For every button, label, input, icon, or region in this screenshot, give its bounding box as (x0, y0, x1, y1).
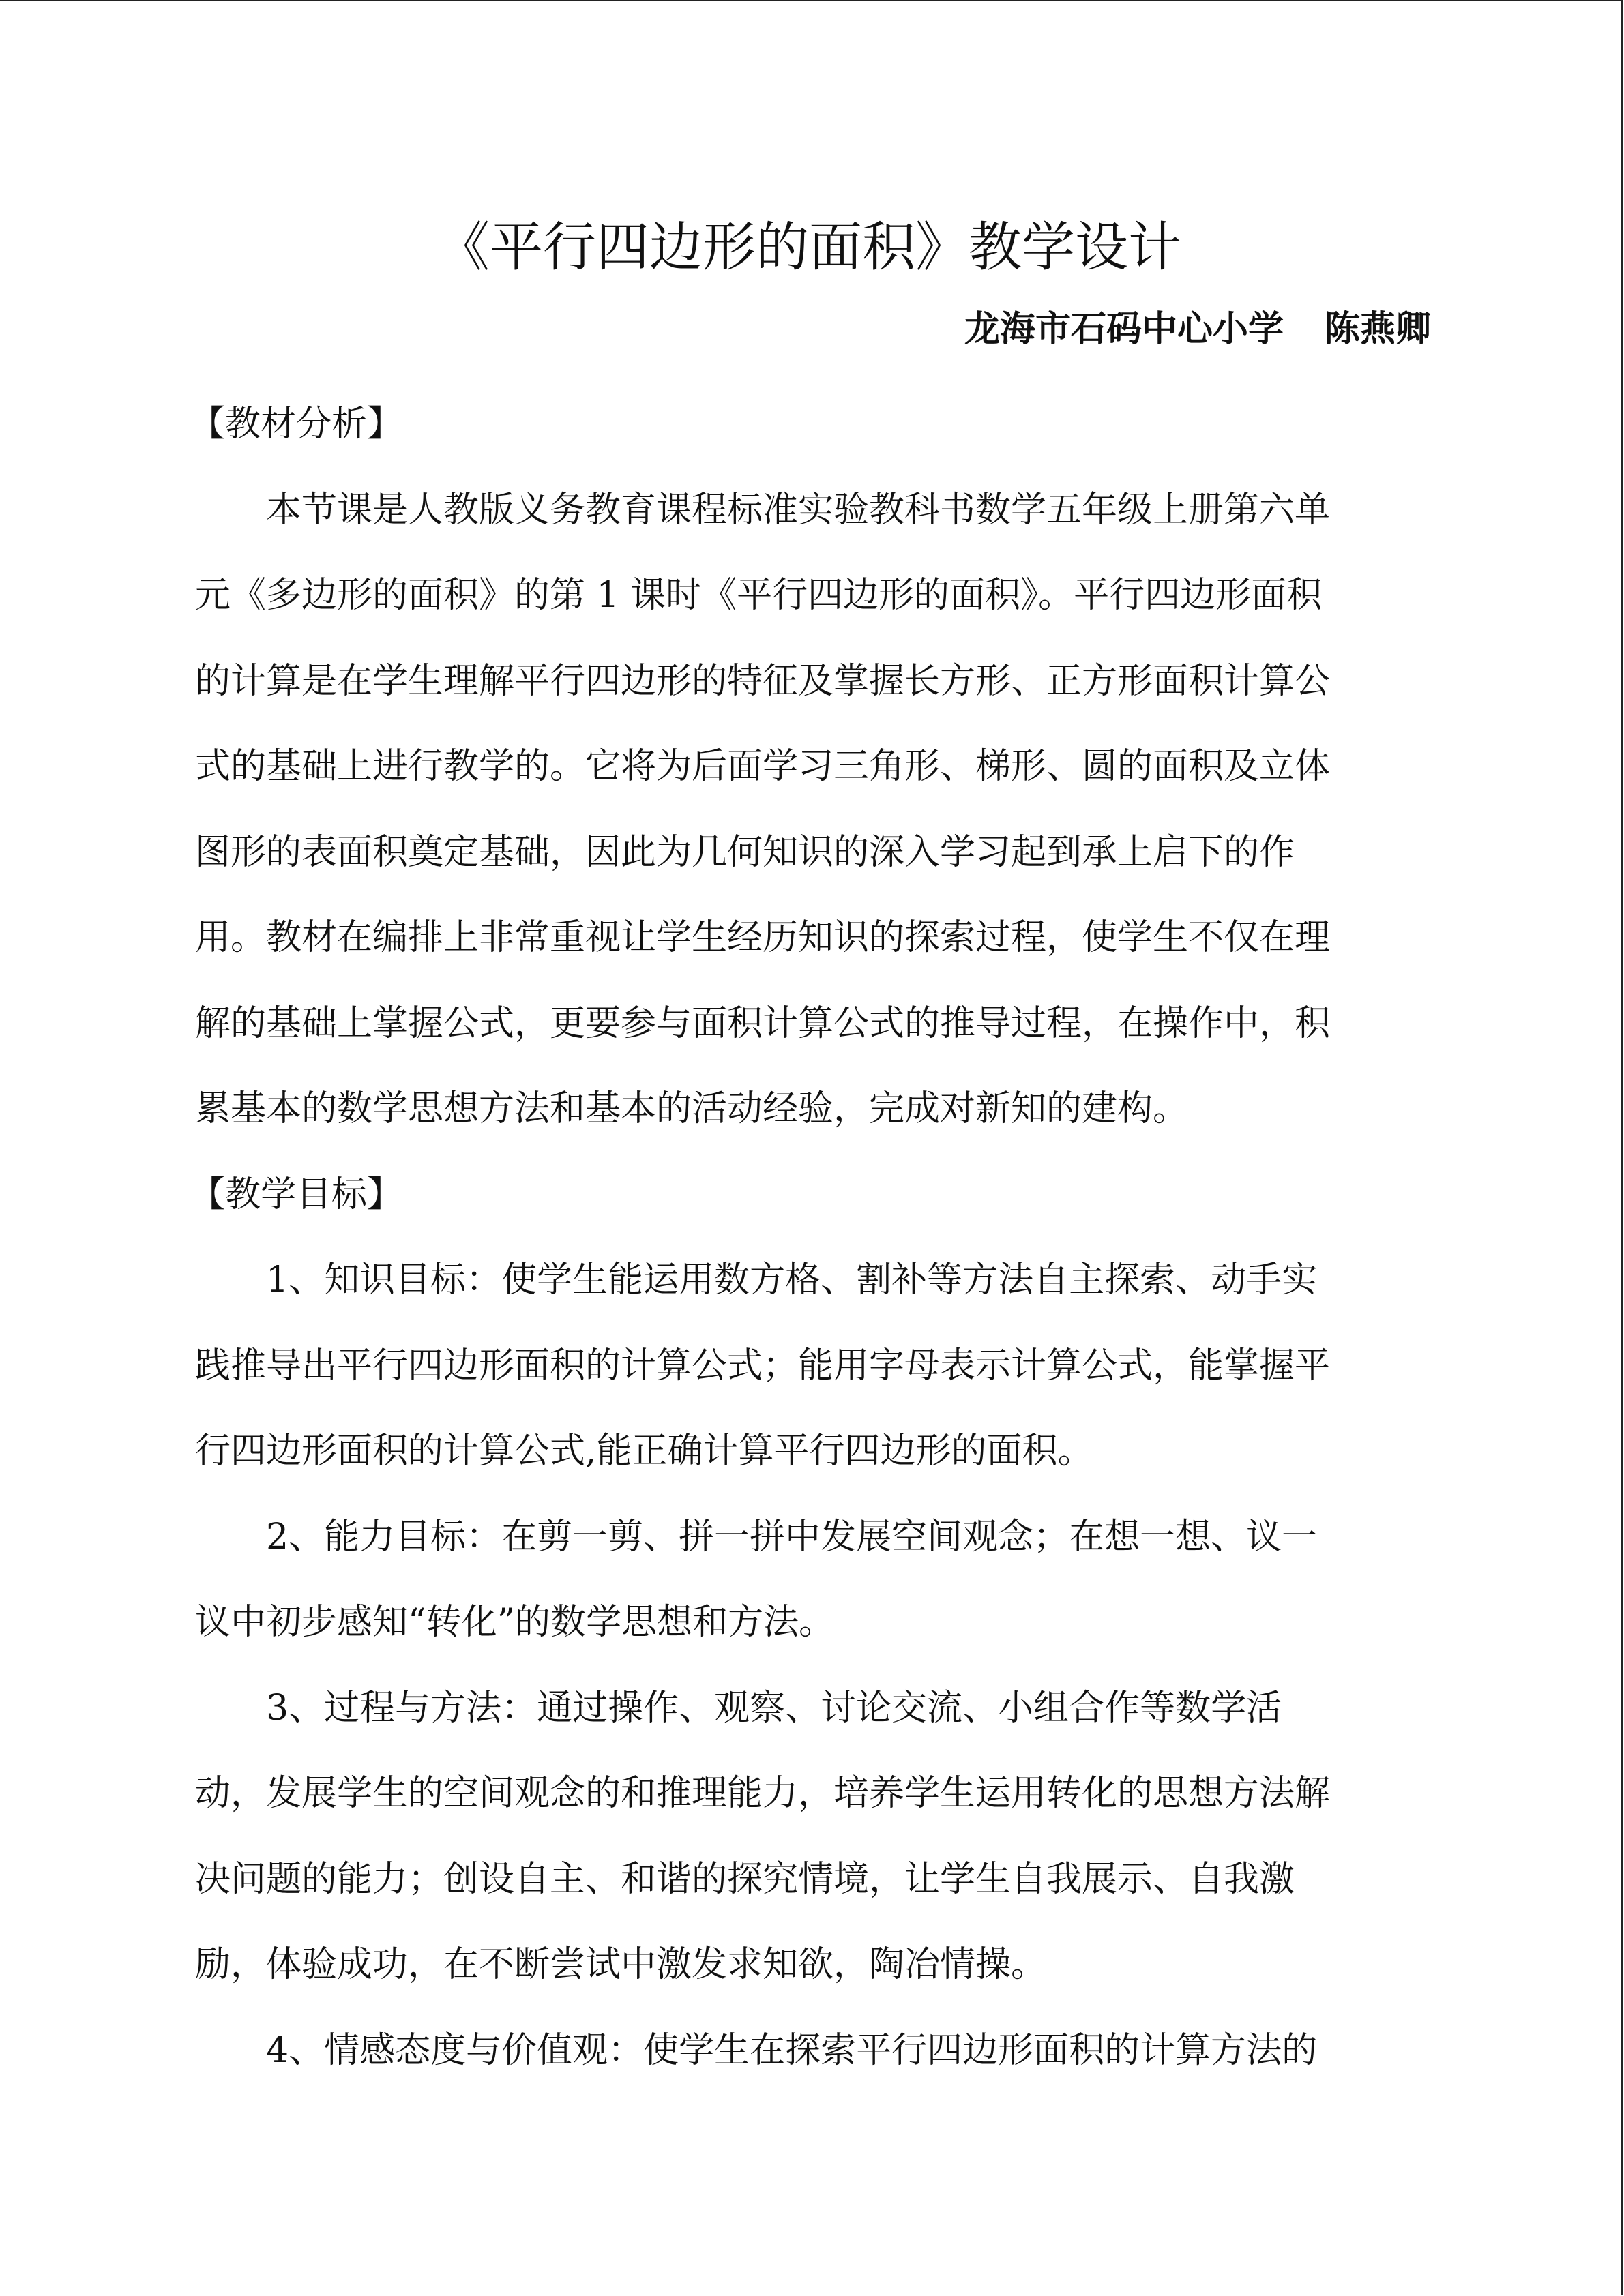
paragraph-line: 1、知识目标：使学生能运用数方格、割补等方法自主探索、动手实 (266, 1259, 1318, 1300)
paragraph-line: 议中初步感知“转化”的数学思想和方法。 (195, 1602, 835, 1643)
section-heading-goals: 【教学目标】 (190, 1174, 403, 1215)
paragraph-line: 践推导出平行四边形面积的计算公式；能用字母表示计算公式，能掌握平 (195, 1345, 1331, 1386)
author-line (964, 300, 1431, 351)
paragraph-line: 用。教材在编排上非常重视让学生经历知识的探索过程，使学生不仅在理 (195, 917, 1331, 958)
document-title: 《平行四边形的面积》教学设计 (436, 217, 1181, 278)
paragraph-line: 的计算是在学生理解平行四边形的特征及掌握长方形、正方形面积计算公 (195, 660, 1331, 702)
paragraph-line: 本节课是人教版义务教育课程标准实验教科书数学五年级上册第六单 (266, 489, 1331, 531)
paragraph-line: 元《多边形的面积》的第 1 课时《平行四边形的面积》。平行四边形面积 (195, 575, 1323, 616)
paragraph-line: 解的基础上掌握公式，更要参与面积计算公式的推导过程，在操作中，积 (195, 1002, 1331, 1044)
paragraph-line: 式的基础上进行教学的。它将为后面学习三角形、梯形、圆的面积及立体 (195, 746, 1331, 787)
section-heading-analysis: 【教材分析】 (190, 404, 403, 445)
paragraph-line: 累基本的数学思想方法和基本的活动经验，完成对新知的建构。 (195, 1088, 1189, 1129)
author-name: 陈燕卿 (1324, 309, 1431, 350)
paragraph-line: 动，发展学生的空间观念的和推理能力，培养学生运用转化的思想方法解 (195, 1773, 1331, 1814)
author-school: 龙海市石码中心小学 (964, 309, 1284, 350)
paragraph-line: 励，体验成功，在不断尝试中激发求知欲，陶冶情操。 (195, 1944, 1047, 1985)
paragraph-line: 3、过程与方法：通过操作、观察、讨论交流、小组合作等数学活 (266, 1687, 1282, 1729)
paragraph-line: 决问题的能力；创设自主、和谐的探究情境，让学生自我展示、自我激 (195, 1858, 1295, 1900)
paragraph-line: 行四边形面积的计算公式,能正确计算平行四边形的面积。 (195, 1431, 1093, 1472)
paragraph-line: 2、能力目标：在剪一剪、拼一拼中发展空间观念；在想一想、议一 (266, 1516, 1318, 1557)
paragraph-line: 4、情感态度与价值观：使学生在探索平行四边形面积的计算方法的 (266, 2029, 1318, 2071)
body-text (190, 382, 1423, 2093)
paragraph-line: 图形的表面积奠定基础，因此为几何知识的深入学习起到承上启下的作 (195, 831, 1295, 873)
